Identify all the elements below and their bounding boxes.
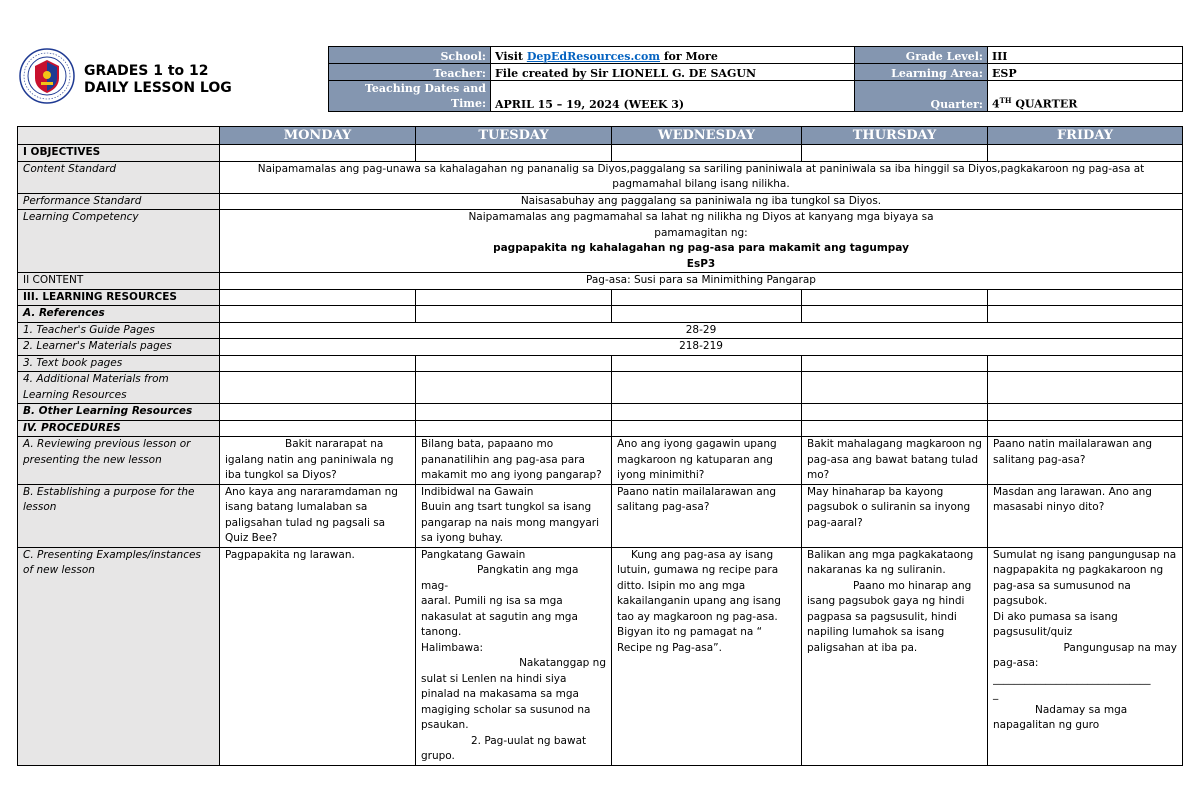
review-monday bbox=[220, 437, 416, 485]
empty-cell bbox=[612, 289, 802, 306]
empty-cell bbox=[220, 404, 416, 421]
learning-area-label: Learning Area: bbox=[855, 64, 988, 81]
references-label: A. References bbox=[18, 306, 220, 323]
other-resources-row bbox=[18, 404, 1183, 421]
empty-cell bbox=[612, 420, 802, 437]
objectives-row bbox=[18, 145, 1183, 162]
procedures-label: IV. PROCEDURES bbox=[18, 420, 220, 437]
presenting-tuesday-line-2: Pangkatin ang mga mag- bbox=[421, 564, 579, 592]
learning-resources-label: III. LEARNING RESOURCES bbox=[18, 289, 220, 306]
empty-cell bbox=[416, 404, 612, 421]
review-monday-line-2: igalang natin ang paniniwala ng iba tungkol sa Diyos? bbox=[225, 453, 394, 481]
empty-cell bbox=[802, 404, 988, 421]
deped-seal-icon bbox=[19, 48, 75, 104]
additional-materials-row bbox=[18, 372, 1183, 404]
empty-cell bbox=[802, 289, 988, 306]
quarter-suffix: TH bbox=[999, 96, 1012, 106]
presenting-friday-line-1: Sumulat ng isang pangungusap na nagpapakita ng pagkakaroon ng pag-asa sa sumusunod na pagsubok. bbox=[993, 548, 1177, 607]
presenting-row bbox=[18, 547, 1183, 765]
purpose-monday: Ano kaya ang nararamdaman ng isang batang lumalaban sa paligsahan tulad ng pagsali sa Quiz Bee? bbox=[220, 484, 416, 547]
purpose-tuesday bbox=[416, 484, 612, 547]
school-suffix: for More bbox=[659, 50, 718, 63]
school-label: School: bbox=[329, 47, 491, 64]
empty-cell bbox=[988, 306, 1183, 323]
purpose-friday: Masdan ang larawan. Ano ang masasabi ninyo dito? bbox=[988, 484, 1183, 547]
presenting-wednesday-line-1: Kung ang pag-asa ay isang bbox=[631, 548, 774, 561]
quarter-number: 4 bbox=[992, 98, 1000, 111]
day-tuesday: TUESDAY bbox=[416, 127, 612, 145]
grade-level-value: III bbox=[988, 47, 1183, 64]
teacher-value: File created by Sir LIONELL G. DE SAGUN bbox=[491, 64, 855, 81]
header bbox=[17, 46, 1182, 111]
presenting-thursday-line-3: isang pagsubok gaya ng hindi pagpasa sa pagsusulit, hindi napiling lumahok sa isang paligsahan at iba pa. bbox=[807, 595, 965, 654]
empty-cell bbox=[988, 355, 1183, 372]
presenting-thursday bbox=[802, 547, 988, 765]
grade-level-label: Grade Level: bbox=[855, 47, 988, 64]
presenting-tuesday-line-4: Halimbawa: bbox=[421, 641, 484, 654]
empty-cell bbox=[802, 306, 988, 323]
quarter-label: Quarter: bbox=[855, 81, 988, 112]
quarter-value bbox=[988, 81, 1183, 112]
header-info-table bbox=[328, 46, 1183, 112]
day-header-row bbox=[18, 127, 1183, 145]
presenting-wednesday-line-2: lutuin, gumawa ng recipe para ditto. Isipin mo ang mga kakailanganin upang ang isang tao ay magkaroon ng pag-asa. Bigyan ito ng pamagat na “ Recipe ng Pag-asa”. bbox=[617, 564, 781, 654]
empty-cell bbox=[416, 355, 612, 372]
empty-cell bbox=[612, 404, 802, 421]
other-resources-label: B. Other Learning Resources bbox=[18, 404, 220, 421]
day-thursday: THURSDAY bbox=[802, 127, 988, 145]
review-thursday: Bakit mahalagang magkaroon ng pag-asa ang bawat batang tulad mo? bbox=[802, 437, 988, 485]
empty-cell bbox=[988, 404, 1183, 421]
additional-materials-label: 4. Additional Materials from Learning Resources bbox=[18, 372, 220, 404]
presenting-tuesday-line-1: Pangkatang Gawain bbox=[421, 548, 526, 561]
teachers-guide-value: 28-29 bbox=[220, 322, 1183, 339]
review-friday: Paano natin mailalarawan ang salitang pag-asa? bbox=[988, 437, 1183, 485]
empty-cell bbox=[612, 372, 802, 404]
empty-cell bbox=[612, 355, 802, 372]
presenting-monday: Pagpapakita ng larawan. bbox=[220, 547, 416, 765]
learning-competency-row bbox=[18, 210, 1183, 273]
teaching-dates-label: Teaching Dates and Time: bbox=[329, 81, 491, 112]
title-line-2: DAILY LESSON LOG bbox=[84, 80, 232, 96]
empty-cell bbox=[802, 420, 988, 437]
presenting-tuesday-line-5: Nakatanggap ng bbox=[519, 657, 606, 669]
learning-competency-label: Learning Competency bbox=[18, 210, 220, 273]
presenting-friday-line-8: napagalitan ng guro bbox=[993, 719, 1100, 731]
empty-cell bbox=[988, 145, 1183, 162]
teachers-guide-label: 1. Teacher's Guide Pages bbox=[18, 322, 220, 339]
content-standard-label: Content Standard bbox=[18, 161, 220, 193]
review-monday-line-1: Bakit nararapat na bbox=[285, 438, 384, 450]
competency-code: EsP3 bbox=[686, 257, 716, 270]
empty-cell bbox=[612, 145, 802, 162]
performance-standard-value: Naisasabuhay ang paggalang sa paniniwala ng iba tungkol sa Diyos. bbox=[220, 193, 1183, 210]
day-friday: FRIDAY bbox=[988, 127, 1183, 145]
content-value: Pag-asa: Susi para sa Minimithing Pangarap bbox=[220, 273, 1183, 290]
purpose-wednesday: Paano natin mailalarawan ang salitang pag-asa? bbox=[612, 484, 802, 547]
purpose-label: B. Establishing a purpose for the lesson bbox=[18, 484, 220, 547]
presenting-tuesday-line-6: sulat si Lenlen na hindi siya pinalad na makasama sa mga magiging scholar sa susunod na psaukan. bbox=[421, 672, 591, 731]
review-label: A. Reviewing previous lesson or presenting the new lesson bbox=[18, 437, 220, 485]
procedures-row bbox=[18, 420, 1183, 437]
lesson-log-table bbox=[17, 126, 1183, 766]
presenting-tuesday bbox=[416, 547, 612, 765]
corner-cell bbox=[18, 127, 220, 145]
review-tuesday: Bilang bata, papaano mo pananatilihin ang pag-asa para makamit mo ang iyong pangarap? bbox=[416, 437, 612, 485]
competency-line-1: Naipamamalas ang pagmamahal sa lahat ng nilikha ng Diyos at kanyang mga biyaya sa bbox=[468, 211, 934, 223]
empty-cell bbox=[612, 306, 802, 323]
depedresources-link[interactable]: DepEdResources.com bbox=[526, 50, 660, 63]
purpose-thursday: May hinaharap ba kayong pagsubok o suliranin sa inyong pag-aaral? bbox=[802, 484, 988, 547]
presenting-tuesday-line-8: grupo. bbox=[421, 750, 455, 762]
day-wednesday: WEDNESDAY bbox=[612, 127, 802, 145]
review-row bbox=[18, 437, 1183, 485]
performance-standard-label: Performance Standard bbox=[18, 193, 220, 210]
purpose-tuesday-line-2: Buuin ang tsart tungkol sa isang pangarap na nais mong mangyari sa iyong buhay. bbox=[421, 501, 600, 544]
content-label: II CONTENT bbox=[18, 273, 220, 290]
teaching-dates-value: APRIL 15 – 19, 2024 (WEEK 3) bbox=[491, 81, 855, 112]
presenting-friday-line-4: pag-asa: bbox=[993, 657, 1039, 669]
review-wednesday: Ano ang iyong gagawin upang magkaroon ng katuparan ang iyong minimithi? bbox=[612, 437, 802, 485]
quarter-text: QUARTER bbox=[1011, 98, 1078, 111]
title-line-1: GRADES 1 to 12 bbox=[84, 63, 209, 79]
day-monday: MONDAY bbox=[220, 127, 416, 145]
school-value bbox=[491, 47, 855, 64]
learning-competency-value bbox=[220, 210, 1183, 273]
textbook-row bbox=[18, 355, 1183, 372]
learners-materials-value: 218-219 bbox=[220, 339, 1183, 356]
teachers-guide-row bbox=[18, 322, 1183, 339]
presenting-friday-blank-line: ______________________________ bbox=[993, 672, 1151, 685]
presenting-tuesday-line-7: 2. Pag-uulat ng bawat bbox=[471, 734, 587, 747]
empty-cell bbox=[220, 355, 416, 372]
empty-cell bbox=[988, 372, 1183, 404]
teacher-label: Teacher: bbox=[329, 64, 491, 81]
content-standard-value: Naipamamalas ang pag-unawa sa kahalagahan ng pananalig sa Diyos,paggalang sa sariling paniniwala at paniniwala sa iba hinggil sa Diyos,pagkakaroon ng pag-asa at pagmamahal bilang isang nilikha. bbox=[220, 161, 1183, 193]
presenting-label: C. Presenting Examples/instances of new lesson bbox=[18, 547, 220, 765]
empty-cell bbox=[220, 420, 416, 437]
presenting-thursday-line-2: Paano mo hinarap ang bbox=[853, 579, 972, 592]
empty-cell bbox=[988, 289, 1183, 306]
empty-cell bbox=[220, 145, 416, 162]
empty-cell bbox=[988, 420, 1183, 437]
objectives-label: I OBJECTIVES bbox=[18, 145, 220, 162]
empty-cell bbox=[416, 306, 612, 323]
empty-cell bbox=[802, 355, 988, 372]
learning-area-value: ESP bbox=[988, 64, 1183, 81]
empty-cell bbox=[416, 145, 612, 162]
presenting-friday bbox=[988, 547, 1183, 765]
empty-cell bbox=[416, 420, 612, 437]
content-row bbox=[18, 273, 1183, 290]
presenting-friday-line-3: Pangungusap na may bbox=[1063, 641, 1177, 654]
textbook-label: 3. Text book pages bbox=[18, 355, 220, 372]
presenting-friday-line-6: _ bbox=[993, 688, 999, 700]
empty-cell bbox=[220, 289, 416, 306]
empty-cell bbox=[220, 372, 416, 404]
document-title bbox=[84, 63, 232, 97]
presenting-tuesday-line-3: aaral. Pumili ng isa sa mga nakasulat at sagutin ang mga tanong. bbox=[421, 595, 578, 638]
empty-cell bbox=[220, 306, 416, 323]
presenting-friday-line-7: Nadamay sa mga bbox=[1035, 703, 1128, 716]
empty-cell bbox=[416, 289, 612, 306]
empty-cell bbox=[416, 372, 612, 404]
competency-line-3: pagpapakita ng kahalagahan ng pag-asa para makamit ang tagumpay bbox=[493, 242, 909, 254]
learners-materials-label: 2. Learner's Materials pages bbox=[18, 339, 220, 356]
presenting-friday-line-2: Di ako pumasa sa isang pagsusulit/quiz bbox=[993, 610, 1118, 638]
references-row bbox=[18, 306, 1183, 323]
school-prefix: Visit bbox=[495, 50, 527, 63]
empty-cell bbox=[802, 145, 988, 162]
empty-cell bbox=[802, 372, 988, 404]
performance-standard-row bbox=[18, 193, 1183, 210]
presenting-wednesday bbox=[612, 547, 802, 765]
learners-materials-row bbox=[18, 339, 1183, 356]
purpose-row bbox=[18, 484, 1183, 547]
competency-line-2: pamamagitan ng: bbox=[654, 226, 748, 239]
content-standard-row bbox=[18, 161, 1183, 193]
learning-resources-row bbox=[18, 289, 1183, 306]
presenting-thursday-line-1: Balikan ang mga pagkakataong nakaranas ka ng suliranin. bbox=[807, 548, 974, 576]
purpose-tuesday-line-1: Indibidwal na Gawain bbox=[421, 485, 534, 498]
